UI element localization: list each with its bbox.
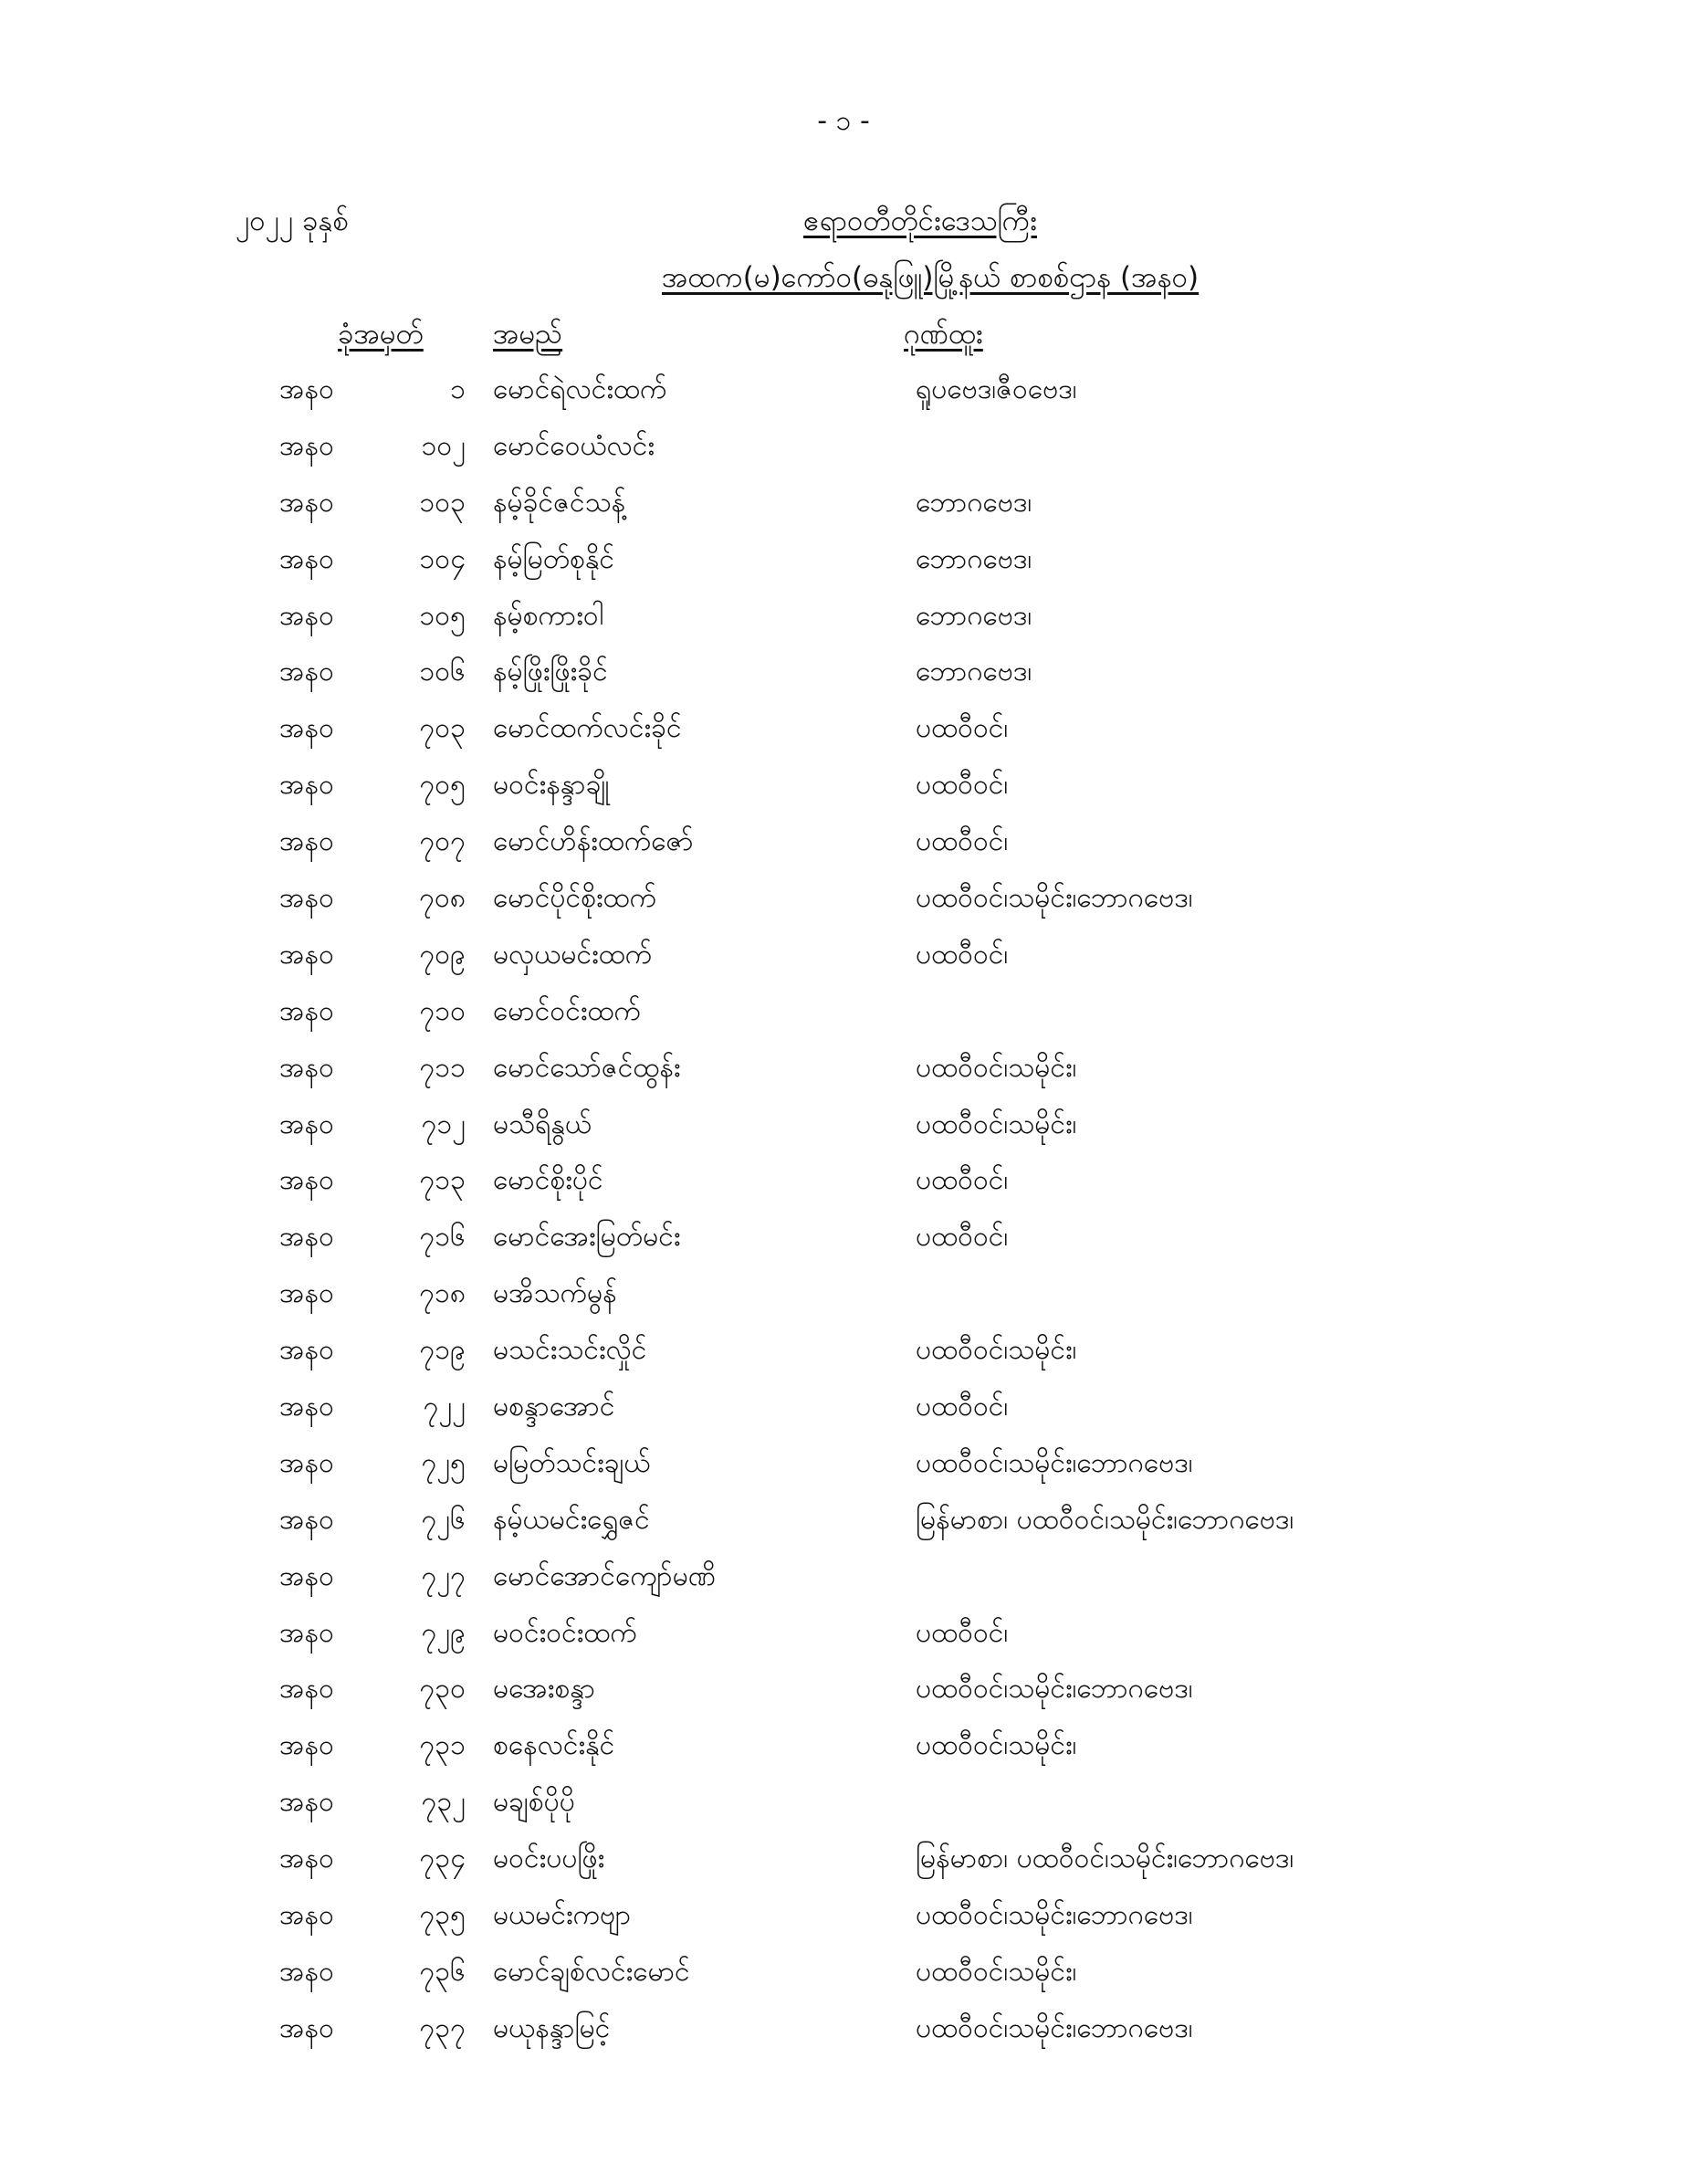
student-name: မအေးစန္ဒာ bbox=[493, 1673, 596, 1706]
roll-prefix: အနဝ bbox=[279, 373, 334, 405]
list-item bbox=[0, 1275, 1687, 1331]
student-name: မချစ်ပိုပို bbox=[493, 1786, 575, 1819]
roll-number: ၇၀၈ bbox=[419, 882, 466, 915]
roll-prefix: အနဝ bbox=[279, 1786, 334, 1819]
distinctions: ရူပဗေဒ၊ဇီဝဗေဒ၊ bbox=[916, 373, 1077, 405]
roll-prefix: အနဝ bbox=[279, 1446, 334, 1479]
list-item bbox=[0, 1501, 1687, 1558]
distinctions: ပထဝီဝင်၊ bbox=[916, 1616, 1009, 1649]
distinctions: ပထဝီဝင်၊ bbox=[916, 712, 1009, 745]
list-item bbox=[0, 766, 1687, 823]
distinctions: ပထဝီဝင်၊သမိုင်း၊ bbox=[916, 1051, 1077, 1084]
roll-prefix: အနဝ bbox=[279, 1108, 334, 1140]
roll-number: ၁၀၃ bbox=[419, 486, 466, 519]
list-item bbox=[0, 1670, 1687, 1727]
roll-prefix: အနဝ bbox=[279, 1164, 334, 1197]
list-item bbox=[0, 1614, 1687, 1671]
roll-number: ၇၃၄ bbox=[419, 1843, 466, 1875]
distinctions: ပထဝီဝင်၊ bbox=[916, 825, 1009, 858]
list-item bbox=[0, 936, 1687, 992]
results-list bbox=[0, 371, 1687, 2066]
student-name: နမ့်မြတ်စုနိုင် bbox=[493, 542, 615, 575]
distinctions: ပထဝီဝင်၊သမိုင်း၊ bbox=[916, 1729, 1077, 1762]
list-item bbox=[0, 1558, 1687, 1614]
roll-prefix: အနဝ bbox=[279, 1503, 334, 1536]
student-name: မစန္ဒာအောင် bbox=[493, 1391, 615, 1423]
distinctions: ပထဝီဝင်၊ bbox=[916, 938, 1009, 971]
list-item bbox=[0, 1783, 1687, 1840]
list-item bbox=[0, 1444, 1687, 1501]
roll-number: ၁၀၆ bbox=[419, 656, 466, 688]
roll-prefix: အနဝ bbox=[279, 599, 334, 632]
roll-number: ၇၂၂ bbox=[423, 1391, 466, 1423]
student-name: မောင်ဟိန်းထက်ဇော် bbox=[493, 825, 694, 858]
list-item bbox=[0, 371, 1687, 427]
list-item bbox=[0, 541, 1687, 597]
list-item bbox=[0, 879, 1687, 936]
roll-prefix: အနဝ bbox=[279, 2011, 334, 2044]
student-name: မောင်ထက်လင်းခိုင် bbox=[493, 712, 682, 745]
student-name: မဝင်းပပဖြိုး bbox=[493, 1843, 605, 1875]
distinctions: ပထဝီဝင်၊သမိုင်း၊ဘောဂဗေဒ၊ bbox=[916, 1673, 1193, 1706]
distinctions: ပထဝီဝင်၊သမိုင်း၊ bbox=[916, 1108, 1077, 1140]
roll-number: ၁ bbox=[450, 373, 466, 405]
roll-prefix: အနဝ bbox=[279, 1391, 334, 1423]
roll-number: ၁၀၅ bbox=[419, 599, 466, 632]
student-name: မသင်းသင်းလှိုင် bbox=[493, 1334, 647, 1367]
student-name: မောင်ချစ်လင်းမောင် bbox=[493, 1955, 690, 1988]
roll-prefix: အနဝ bbox=[279, 769, 334, 802]
roll-prefix: အနဝ bbox=[279, 1051, 334, 1084]
distinctions: ဘောဂဗေဒ၊ bbox=[916, 542, 1032, 575]
roll-number: ၇၃၇ bbox=[419, 2011, 466, 2044]
list-item bbox=[0, 484, 1687, 541]
student-name: နမ့်ခိုင်ဇင်သန့် bbox=[493, 486, 626, 519]
distinctions: မြန်မာစာ၊ ပထဝီဝင်၊သမိုင်း၊ဘောဂဗေဒ၊ bbox=[916, 1843, 1294, 1875]
column-header-name: အမည် bbox=[493, 318, 563, 351]
list-item bbox=[0, 597, 1687, 654]
student-name: နမ့်ယမင်းရွှေဇင် bbox=[493, 1503, 650, 1536]
list-item bbox=[0, 709, 1687, 766]
year-label: ၂၀၂၂ ခုနှစ် bbox=[236, 205, 349, 237]
roll-number: ၁၀၂ bbox=[421, 429, 466, 462]
roll-prefix: အနဝ bbox=[279, 712, 334, 745]
list-item bbox=[0, 1106, 1687, 1162]
student-name: မောင်အောင်ကျော်မဏိ bbox=[493, 1559, 717, 1592]
roll-number: ၇၀၅ bbox=[419, 769, 466, 802]
roll-prefix: အနဝ bbox=[279, 1673, 334, 1706]
list-item bbox=[0, 992, 1687, 1049]
list-item bbox=[0, 1896, 1687, 1953]
roll-prefix: အနဝ bbox=[279, 486, 334, 519]
roll-number: ၇၃၁ bbox=[419, 1729, 466, 1762]
distinctions: ပထဝီဝင်၊သမိုင်း၊ bbox=[916, 1955, 1077, 1988]
roll-prefix: အနဝ bbox=[279, 1955, 334, 1988]
roll-number: ၇၁၁ bbox=[419, 1051, 466, 1084]
distinctions: ဘောဂဗေဒ၊ bbox=[916, 486, 1032, 519]
roll-prefix: အနဝ bbox=[279, 882, 334, 915]
roll-number: ၇၂၇ bbox=[421, 1559, 466, 1592]
student-name: မောင်ပိုင်စိုးထက် bbox=[493, 882, 657, 915]
list-item bbox=[0, 1331, 1687, 1388]
student-name: မောင်ဝင်းထက် bbox=[493, 994, 641, 1027]
distinctions: မြန်မာစာ၊ ပထဝီဝင်၊သမိုင်း၊ဘောဂဗေဒ၊ bbox=[916, 1503, 1294, 1536]
roll-prefix: အနဝ bbox=[279, 1899, 334, 1932]
distinctions: ပထဝီဝင်၊ bbox=[916, 1391, 1009, 1423]
roll-number: ၇၁၂ bbox=[421, 1108, 466, 1140]
roll-number: ၇၃၅ bbox=[419, 1899, 466, 1932]
list-item bbox=[0, 1161, 1687, 1218]
distinctions: ပထဝီဝင်၊ bbox=[916, 1221, 1009, 1254]
student-name: မယုနန္ဒာမြင့် bbox=[493, 2011, 611, 2044]
roll-prefix: အနဝ bbox=[279, 1221, 334, 1254]
roll-number: ၇၁၃ bbox=[419, 1164, 466, 1197]
list-item bbox=[0, 1049, 1687, 1106]
distinctions: ပထဝီဝင်၊သမိုင်း၊ဘောဂဗေဒ၊ bbox=[916, 882, 1193, 915]
document-subtitle: အထက(မ)ကော်ဝ(ဓနုဖြူ)မြို့နယ် စာစစ်ဌာန (အနဝ) bbox=[662, 261, 1200, 294]
roll-prefix: အနဝ bbox=[279, 825, 334, 858]
student-name: မလှယမင်းထက် bbox=[493, 938, 653, 971]
distinctions: ပထဝီဝင်၊ bbox=[916, 769, 1009, 802]
roll-number: ၇၃၆ bbox=[419, 1955, 466, 1988]
roll-prefix: အနဝ bbox=[279, 938, 334, 971]
roll-prefix: အနဝ bbox=[279, 1559, 334, 1592]
student-name: မောင်ဝေယံလင်း bbox=[493, 429, 655, 462]
roll-number: ၇၃၀ bbox=[419, 1673, 466, 1706]
student-name: နမ့်စကားဝါ bbox=[493, 599, 603, 632]
roll-number: ၇၀၃ bbox=[419, 712, 466, 745]
student-name: မသီရိနွယ် bbox=[493, 1108, 592, 1140]
list-item bbox=[0, 1388, 1687, 1444]
list-item bbox=[0, 427, 1687, 484]
distinctions: ပထဝီဝင်၊သမိုင်း၊ bbox=[916, 1334, 1077, 1367]
document-title: ဧရာဝတီတိုင်းဒေသကြီး bbox=[803, 205, 1037, 237]
roll-number: ၇၂၅ bbox=[421, 1446, 466, 1479]
roll-number: ၇၁၀ bbox=[419, 994, 466, 1027]
student-name: မယမင်းကဗျာ bbox=[493, 1899, 632, 1932]
page-number: - ၁ - bbox=[817, 105, 870, 137]
student-name: မမြတ်သင်းချယ် bbox=[493, 1446, 651, 1479]
roll-number: ၇၁၉ bbox=[419, 1334, 466, 1367]
student-name: မဝင်းဝင်းထက် bbox=[493, 1616, 637, 1649]
distinctions: ဘောဂဗေဒ၊ bbox=[916, 656, 1032, 688]
roll-number: ၇၁၆ bbox=[419, 1221, 466, 1254]
list-item bbox=[0, 1218, 1687, 1275]
roll-number: ၇၂၆ bbox=[421, 1503, 466, 1536]
list-item bbox=[0, 1953, 1687, 2010]
roll-prefix: အနဝ bbox=[279, 994, 334, 1027]
roll-prefix: အနဝ bbox=[279, 542, 334, 575]
list-item bbox=[0, 653, 1687, 709]
distinctions: ပထဝီဝင်၊ bbox=[916, 1164, 1009, 1197]
roll-prefix: အနဝ bbox=[279, 1616, 334, 1649]
list-item bbox=[0, 1840, 1687, 1896]
list-item bbox=[0, 2010, 1687, 2066]
roll-number: ၇၂၉ bbox=[421, 1616, 466, 1649]
student-name: နမ့်ဖြိုးဖြိုးခိုင် bbox=[493, 656, 608, 688]
distinctions: ပထဝီဝင်၊သမိုင်း၊ဘောဂဗေဒ၊ bbox=[916, 2011, 1193, 2044]
roll-number: ၁၀၄ bbox=[419, 542, 466, 575]
student-name: မောင်ရဲလင်းထက် bbox=[493, 373, 667, 405]
list-item bbox=[0, 823, 1687, 879]
student-name: မောင်အေးမြတ်မင်း bbox=[493, 1221, 681, 1254]
distinctions: ပထဝီဝင်၊သမိုင်း၊ဘောဂဗေဒ၊ bbox=[916, 1899, 1193, 1932]
student-name: စနေလင်းနိုင် bbox=[493, 1729, 615, 1762]
roll-number: ၇၀၇ bbox=[419, 825, 466, 858]
student-name: မအိသက်မွန် bbox=[493, 1277, 617, 1310]
roll-prefix: အနဝ bbox=[279, 656, 334, 688]
student-name: မောင်စိုးပိုင် bbox=[493, 1164, 603, 1197]
roll-prefix: အနဝ bbox=[279, 1334, 334, 1367]
roll-prefix: အနဝ bbox=[279, 429, 334, 462]
distinctions: ဘောဂဗေဒ၊ bbox=[916, 599, 1032, 632]
roll-number: ၇၀၉ bbox=[419, 938, 466, 971]
roll-prefix: အနဝ bbox=[279, 1729, 334, 1762]
roll-prefix: အနဝ bbox=[279, 1277, 334, 1310]
roll-prefix: အနဝ bbox=[279, 1843, 334, 1875]
distinctions: ပထဝီဝင်၊သမိုင်း၊ဘောဂဗေဒ၊ bbox=[916, 1446, 1193, 1479]
student-name: မဝင်းနန္ဒာချို bbox=[493, 769, 610, 802]
student-name: မောင်သော်ဇင်ထွန်း bbox=[493, 1051, 681, 1084]
roll-number: ၇၁၈ bbox=[419, 1277, 466, 1310]
list-item bbox=[0, 1727, 1687, 1783]
column-header-distinctions: ဂုဏ်ထူး bbox=[904, 318, 983, 351]
column-header-roll: ခုံအမှတ် bbox=[338, 318, 424, 351]
roll-number: ၇၃၂ bbox=[421, 1786, 466, 1819]
